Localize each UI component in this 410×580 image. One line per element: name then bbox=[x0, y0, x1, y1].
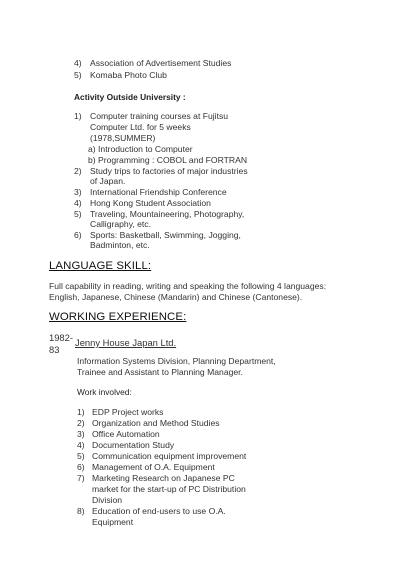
activity-line: Calligraphy, etc. bbox=[90, 219, 151, 229]
activity-line: Study trips to factories of major industries bbox=[90, 166, 248, 176]
duty-line: EDP Project works bbox=[92, 407, 164, 417]
language-skill-heading: LANGUAGE SKILL: bbox=[49, 260, 152, 272]
company-name: Jenny House Japan Ltd. bbox=[75, 337, 177, 348]
activity-line: b) Programming : COBOL and FORTRAN bbox=[88, 155, 248, 165]
duty-line: market for the start-up of PC Distribution bbox=[92, 484, 246, 494]
club-item: Komaba Photo Club bbox=[90, 70, 167, 80]
activity-line: Sports: Basketball, Swimming, Jogging, bbox=[90, 230, 241, 240]
duty-number: 2) bbox=[77, 418, 85, 428]
language-skill-text: Full capability in reading, writing and speaking the following 4 languages: bbox=[49, 281, 327, 291]
activity-number: 5) bbox=[74, 209, 82, 219]
duty-line: Equipment bbox=[92, 517, 134, 527]
duty-line: Marketing Research on Japanese PC bbox=[92, 473, 235, 483]
duty-number: 4) bbox=[77, 440, 85, 450]
working-experience-heading: WORKING EXPERIENCE: bbox=[49, 311, 187, 323]
activity-heading: Activity Outside University : bbox=[74, 92, 186, 102]
club-number: 5) bbox=[74, 70, 82, 80]
role-text: Trainee and Assistant to Planning Manager. bbox=[77, 367, 243, 377]
duty-line: Management of O.A. Equipment bbox=[92, 462, 215, 472]
activity-number: 1) bbox=[74, 111, 82, 121]
duty-number: 6) bbox=[77, 462, 85, 472]
activity-line: (1978,SUMMER) bbox=[90, 133, 156, 143]
duty-line: Organization and Method Studies bbox=[92, 418, 220, 428]
activity-line: a) Introduction to Computer bbox=[88, 144, 193, 154]
department-text: Information Systems Division, Planning Department, bbox=[77, 356, 276, 366]
duty-line: Education of end-users to use O.A. bbox=[92, 506, 226, 516]
activity-number: 6) bbox=[74, 230, 82, 240]
duty-number: 3) bbox=[77, 429, 85, 439]
activity-number: 4) bbox=[74, 198, 82, 208]
activity-number: 2) bbox=[74, 166, 82, 176]
activity-line: of Japan. bbox=[90, 176, 126, 186]
language-skill-text: English, Japanese, Chinese (Mandarin) and Chinese (Cantonese). bbox=[49, 292, 303, 302]
activity-line: Hong Kong Student Association bbox=[90, 198, 211, 208]
activity-line: Computer training courses at Fujitsu bbox=[90, 111, 229, 121]
duty-number: 7) bbox=[77, 473, 85, 483]
employment-years: 83 bbox=[49, 344, 60, 355]
work-involved-heading: Work involved: bbox=[77, 387, 132, 397]
duty-line: Division bbox=[92, 495, 123, 505]
activity-line: Traveling, Mountaineering, Photography, bbox=[90, 209, 245, 219]
club-number: 4) bbox=[74, 58, 82, 68]
activity-number: 3) bbox=[74, 187, 82, 197]
duty-line: Office Automation bbox=[92, 429, 160, 439]
duty-number: 1) bbox=[77, 407, 85, 417]
activity-line: Computer Ltd. for 5 weeks bbox=[90, 122, 191, 132]
duty-number: 5) bbox=[77, 451, 85, 461]
duty-number: 8) bbox=[77, 506, 85, 516]
activity-line: International Friendship Conference bbox=[90, 187, 227, 197]
duty-line: Communication equipment improvement bbox=[92, 451, 247, 461]
employment-years: 1982- bbox=[49, 332, 73, 343]
club-item: Association of Advertisement Studies bbox=[90, 58, 232, 68]
duty-line: Documentation Study bbox=[92, 440, 175, 450]
activity-line: Badminton, etc. bbox=[90, 240, 150, 250]
